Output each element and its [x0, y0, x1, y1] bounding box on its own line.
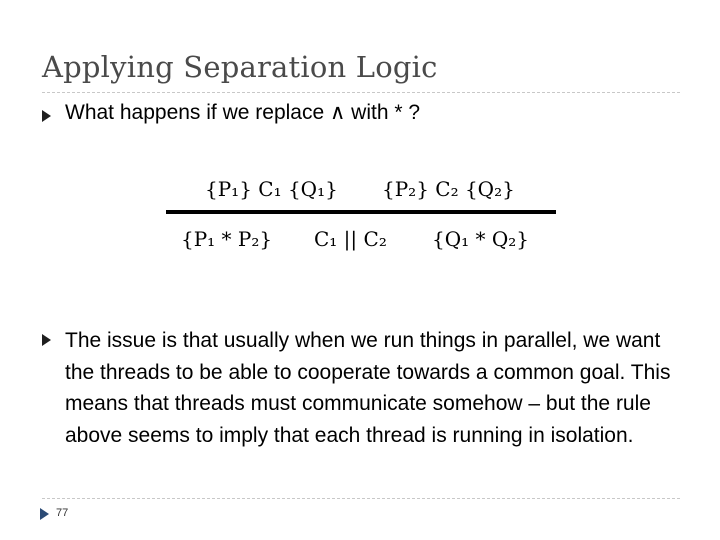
footer-arrow-icon [40, 508, 49, 520]
footer-divider [42, 498, 680, 499]
conclusion-precondition: {P₁ * P₂} [181, 227, 273, 251]
premise-left: {P₁} C₁ {Q₁} [205, 177, 338, 201]
conclusion-command: C₁ || C₂ [314, 227, 387, 251]
bullet-explanation: The issue is that usually when we run things in parallel, we want the threads to be able to cooperate towards a common goal. This means that threads must communicate somehow – but the rule above seems to imply that each thread is running in isolation. [65, 329, 671, 447]
inference-line [166, 210, 556, 214]
conclusion-postcondition: {Q₁ * Q₂} [432, 227, 529, 251]
premise-right: {P₂} C₂ {Q₂} [382, 177, 515, 201]
bullet-question: What happens if we replace ∧ with * ? [65, 101, 421, 124]
page-number: 77 [56, 507, 69, 519]
bullet-arrow-icon [42, 334, 51, 346]
slide-title: Applying Separation Logic [42, 50, 438, 84]
title-divider [42, 92, 680, 93]
bullet-arrow-icon [42, 110, 51, 122]
